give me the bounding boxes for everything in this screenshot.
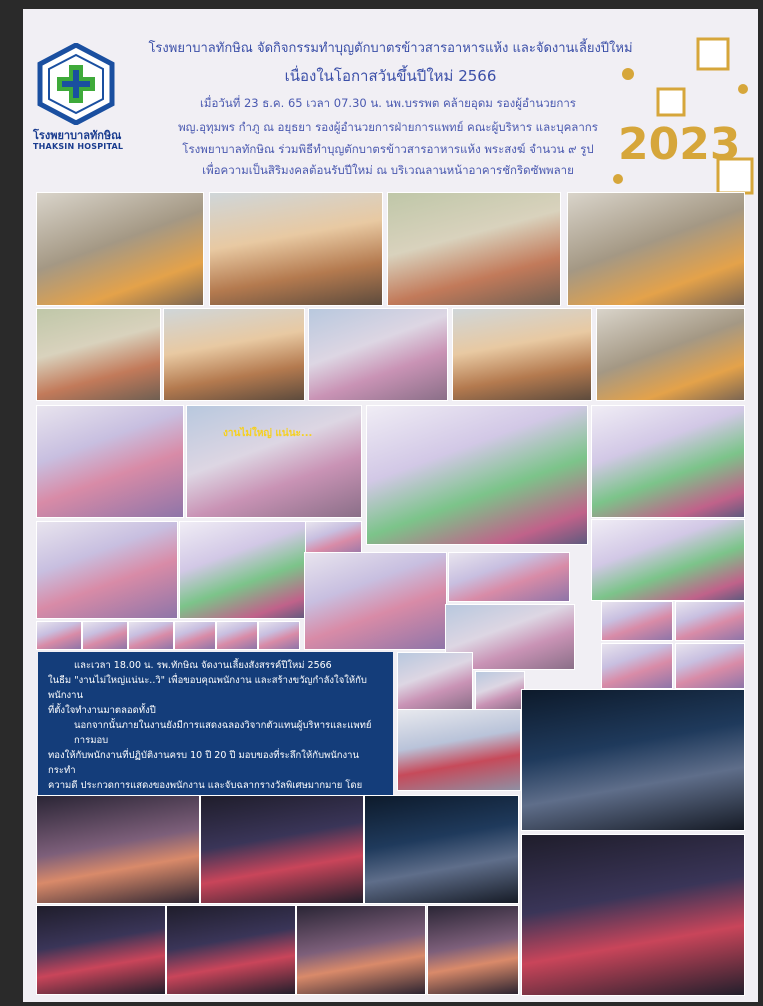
photo-crowd [296,905,426,995]
photo-award [591,519,745,601]
photo-award-line [397,709,521,791]
story-line: ในธีม "งานไม่ใหญ่แน่นะ..วิ" เพื่อขอบคุณพนักงาน และสร้างขวัญกำลังใจให้กับพนักงาน [48,675,367,701]
photo-monk-blessing [596,308,745,401]
photo-thumb [601,601,673,641]
photo-staff-offering [308,308,448,401]
photo-dancers [36,521,178,619]
photo-band-performance [36,795,200,904]
photo-alms-ceremony-monks [36,192,204,306]
logo-name-english: THAKSIN HOSPITAL [33,142,124,151]
story-line: ทองให้กับพนักงานที่ปฏิบัติงานครบ 10 ปี 20 ปี มอบของที่ระลึกให้กับพนักงานกระทำ [48,750,359,776]
photo-stage-banner [186,405,362,518]
photo-small-stage [397,652,473,710]
photo-staff-group [452,308,592,401]
gift-box-icon [698,39,728,69]
photo-musicians [427,905,519,995]
detail-line-2: พญ.อุทุมพร กำภู ณ อยุธยา รองผู้อำนวยการฝ่ายการแพทย์ คณะผู้บริหาร และบุคลากร [178,120,598,134]
ornament-icon [738,84,748,94]
photo-celebration-dance [521,834,745,996]
story-text-box [38,652,393,795]
photo-thumb [258,621,300,650]
photo-thumb [475,671,525,710]
headline-line-2: เนื่องในโอกาสวันขึ้นปีใหม่ 2566 [284,67,497,85]
photo-thumb [216,621,258,650]
photo-dancing-staff [200,795,364,904]
headline-line-1: โรงพยาบาลทักษิณ จัดกิจกรรมทำบุญตักบาตรข้าวสารอาหารแห้ง และจัดงานเลี้ยงปีใหม่ [148,41,633,56]
photo-group-standing [163,308,305,401]
ornament-icon [613,174,623,184]
photo-green-costumes [591,405,745,518]
photo-thumb [82,621,128,650]
photo-dark-stage [521,689,745,831]
photo-team-stage [304,552,447,650]
photo-thumb [128,621,174,650]
detail-line-3: โรงพยาบาลทักษิณ ร่วมพิธีทำบุญตักบาตรข้าวสารอาหารแห้ง พระสงฆ์ จำนวน ๙ รูป [182,142,594,156]
story-line: ความดี ประกวดการแสดงของพนักงาน และจับฉลากรางวัลพิเศษมากมาย โดย [48,780,363,791]
photo-monks-receiving [567,192,745,306]
photo-performers [448,552,570,602]
photo-thumb [601,643,673,689]
year-decoration: 2023 [618,119,741,170]
gold-2023-decoration [608,9,758,209]
detail-line-1: เมื่อวันที่ 23 ธ.ค. 65 เวลา 07.30 น. นพ.บรรพต คล้ายอุดม รองผู้อำนวยการ [200,96,576,110]
stage-banner-text: งานไม่ใหญ่ แน่นะ... [223,428,313,439]
photo-courtyard [36,308,161,401]
photo-stage-dance [364,795,519,904]
story-line: และเวลา 18.00 น. รพ.ทักษิณ จัดงานเลี้ยงสังสรรค์ปีใหม่ 2566 [74,660,332,671]
photo-staff-seated [209,192,383,306]
photo-group-stage [366,405,588,545]
photo-party-costumes [36,405,184,518]
photo-group-pose [179,521,308,619]
photo-dance-duo [166,905,296,995]
photo-offering-tables [387,192,561,306]
hospital-logo [35,43,117,125]
photo-dance-show [36,905,166,995]
newsletter-sheet [23,9,758,1002]
gift-box-icon [658,89,684,115]
ornament-icon [622,68,634,80]
photo-thumb [174,621,216,650]
header [23,9,758,194]
story-line: ที่ตั้งใจทำงานมาตลอดทั้งปี [48,705,156,716]
logo-name-thai: โรงพยาบาลทักษิณ [33,129,122,142]
photo-thumb [36,621,82,650]
photo-thumb [675,601,745,641]
photo-thumb [675,643,745,689]
detail-line-4: เพื่อความเป็นสิริมงคลต้อนรับปีใหม่ ณ บริเวณลานหน้าอาคารชักริดซัพพลาย [202,163,574,177]
story-line: นอกจากนั้นภายในงานยังมีการแสดงฉลองวิจากตัวแทนผู้บริหารและแพทย์ การมอบ [74,720,372,746]
